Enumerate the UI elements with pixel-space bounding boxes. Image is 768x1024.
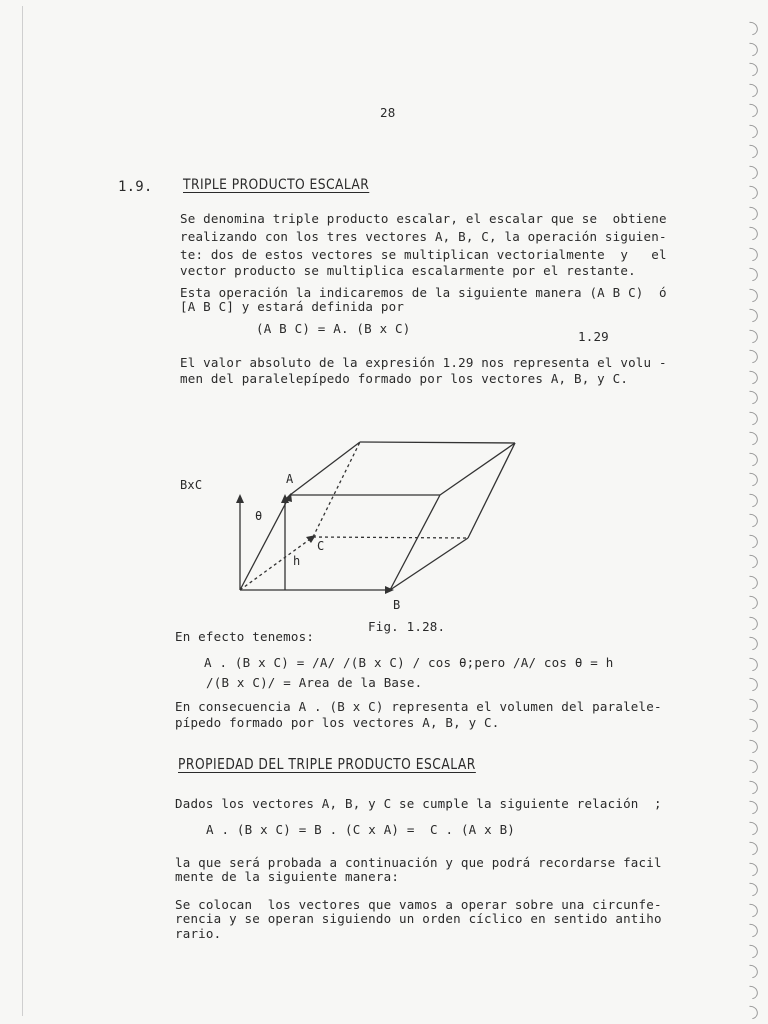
property-intro: Dados los vectores A, B, y C se cumple la siguiente relación ;: [175, 796, 662, 811]
paragraph-line: rario.: [175, 926, 222, 941]
equation: (A B C) = A. (B x C): [256, 321, 411, 336]
paragraph-line: realizando con los tres vectores A, B, C, la operación siguien-: [180, 229, 667, 244]
property-relation: A . (B x C) = B . (C x A) = C . (A x B): [206, 822, 516, 837]
label-theta: θ: [255, 509, 263, 523]
paragraph-line: Se denomina triple producto escalar, el escalar que se obtiene: [180, 211, 667, 226]
paragraph-line: rencia y se operan siguiendo un orden cíclico en sentido antiho: [175, 911, 662, 926]
paragraph-line: [A B C] y estará definida por: [180, 299, 405, 314]
label-bxc: BxC: [180, 478, 203, 492]
vector-a-edge: [240, 495, 290, 590]
paragraph-line: El valor absoluto de la expresión 1.29 nos representa el volu -: [180, 355, 667, 370]
explanation-line: A . (B x C) = /A/ /(B x C) / cos θ;pero /A/ cos θ = h: [204, 655, 614, 670]
label-b: B: [393, 598, 401, 612]
paragraph-line: men del paralelepípedo formado por los vectores A, B, y C.: [180, 371, 629, 386]
section-number: 1.9.: [118, 179, 153, 195]
equation-number: 1.29: [578, 329, 609, 344]
figure-caption: Fig. 1.28.: [368, 619, 446, 634]
explanation-intro: En efecto tenemos:: [175, 629, 315, 644]
paragraph-line: En consecuencia A . (B x C) representa el volumen del paralele-: [175, 699, 662, 714]
page-number: 28: [380, 105, 396, 120]
paragraph-line: vector producto se multiplica escalarmente por el restante.: [180, 263, 636, 278]
paragraph-line: pípedo formado por los vectores A, B, y C.: [175, 715, 500, 730]
paragraph-line: la que será probada a continuación y que podrá recordarse facil: [175, 855, 662, 870]
section-title: TRIPLE PRODUCTO ESCALAR: [183, 177, 370, 193]
paragraph-line: te: dos de estos vectores se multiplican vectorialmente y el: [180, 247, 667, 262]
paragraph-line: Esta operación la indicaremos de la siguiente manera (A B C) ó: [180, 285, 667, 300]
label-c: C: [317, 539, 325, 553]
explanation-line: /(B x C)/ = Area de la Base.: [206, 675, 423, 690]
label-h: h: [293, 554, 301, 568]
arrowhead-bxc: [236, 494, 244, 503]
label-a: A: [286, 472, 294, 486]
paragraph-line: Se colocan los vectores que vamos a operar sobre una circunfe-: [175, 897, 662, 912]
paragraph-line: mente de la siguiente manera:: [175, 869, 400, 884]
property-heading: PROPIEDAD DEL TRIPLE PRODUCTO ESCALAR: [178, 755, 476, 773]
